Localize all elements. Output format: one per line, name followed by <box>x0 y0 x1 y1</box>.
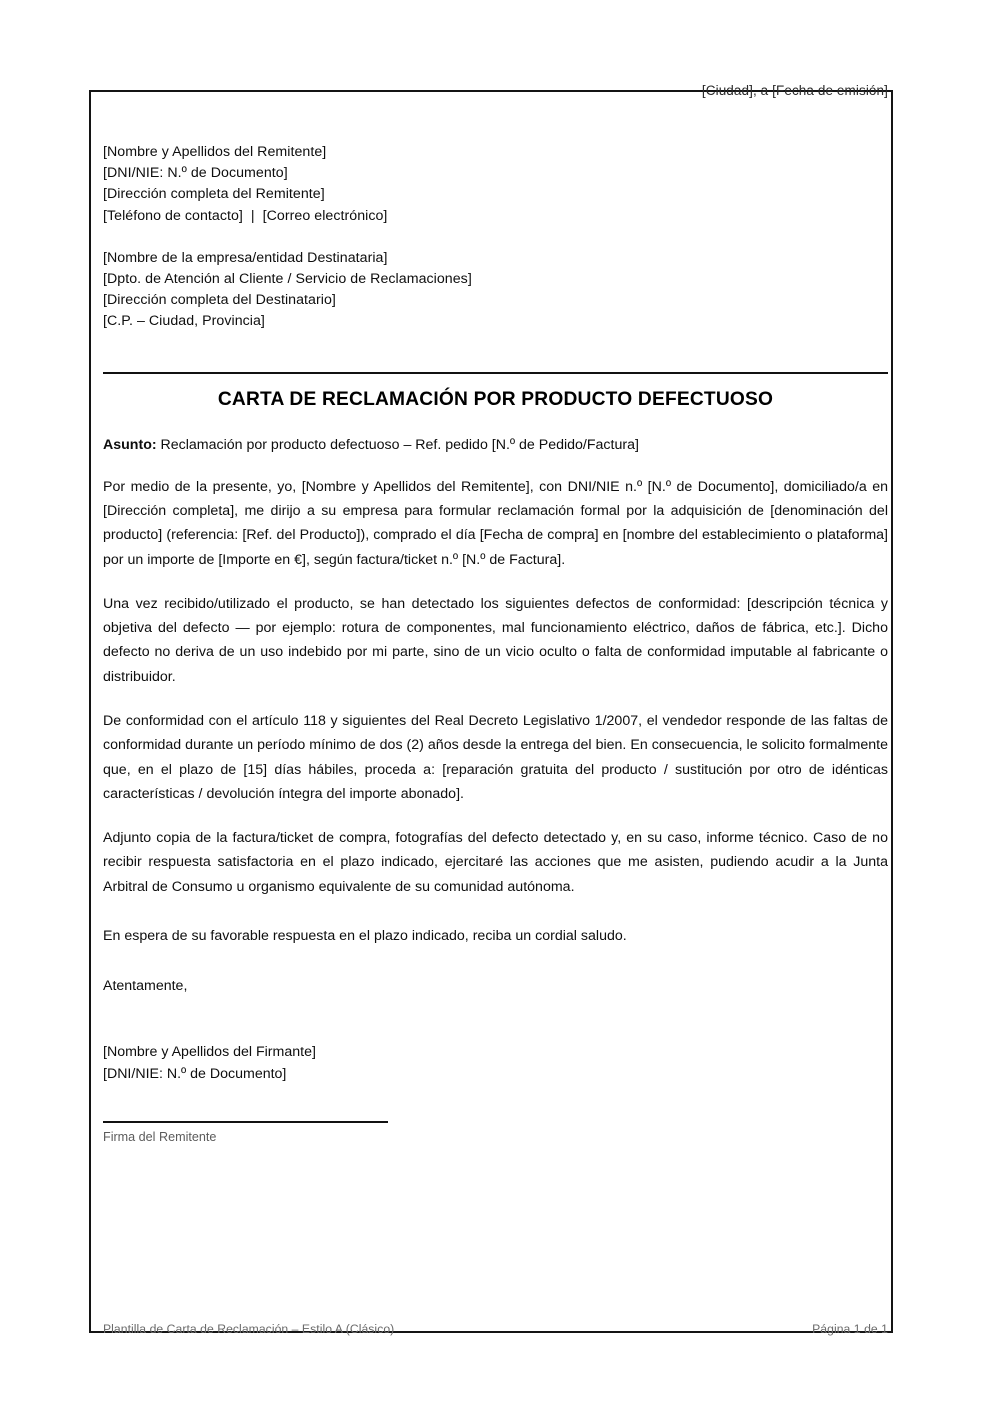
title-divider-rule <box>103 372 888 374</box>
date-line: [Ciudad], a [Fecha de emisión] <box>701 83 888 98</box>
signer-name: [Nombre y Apellidos del Firmante] <box>103 1044 316 1061</box>
sender-contact: [Teléfono de contacto] | [Correo electrónico] <box>103 207 388 224</box>
recipient-department: [Dpto. de Atención al Cliente / Servicio de Reclamaciones] <box>103 271 472 288</box>
body-paragraph-1: Por medio de la presente, yo, [Nombre y Apellidos del Remitente], con DNI/NIE n.º [N.º de Documento], domiciliado/a en [Dirección completa], me dirijo a su empresa para formular reclamación formal por la adquisición de [denominación del producto] (referencia: [Ref. del Producto]), comprado el día [Fecha de compra] en [nombre del establecimiento o plataforma] por un importe de [Importe en €], según factura/ticket n.º [N.º de Factura]. <box>103 478 888 568</box>
salutation: Atentamente, <box>103 978 188 995</box>
signer-id: [DNI/NIE: N.º de Documento] <box>103 1065 287 1082</box>
footer-template-label: Plantilla de Carta de Reclamación – Estilo A (Clásico) <box>103 1322 395 1336</box>
body-paragraph-5: En espera de su favorable respuesta en el plazo indicado, reciba un cordial saludo. <box>103 928 627 945</box>
subject-label: Asunto: <box>103 436 157 453</box>
recipient-city: [C.P. – Ciudad, Provincia] <box>103 313 265 330</box>
signer-block <box>103 1042 888 1084</box>
signature-caption: Firma del Remitente <box>103 1129 217 1144</box>
sender-address: [Dirección completa del Remitente] <box>103 186 325 203</box>
signature-line <box>103 1121 388 1123</box>
subject-text: Reclamación por producto defectuoso – Ref. pedido [N.º de Pedido/Factura] <box>156 436 639 453</box>
body-paragraph-2: Una vez recibido/utilizado el producto, se han detectado los siguientes defectos de conformidad: [descripción técnica y objetiva del defecto — por ejemplo: rotura de componentes, mal funcionamiento eléctrico, daños de fábrica, etc.]. Dicho defecto no deriva de un uso indebido por mi parte, sino de un vicio oculto o falta de conformidad imputable al fabricante o distribuidor. <box>103 595 888 685</box>
body-paragraph-4: Adjunto copia de la factura/ticket de compra, fotografías del defecto detectado y, en su caso, informe técnico. Caso de no recibir respuesta satisfactoria en el plazo indicado, ejercitaré las acciones que me asisten, pudiendo acudir a la Junta Arbitral de Consumo u organismo equivalente de su comunidad autónoma. <box>103 830 888 895</box>
footer-page-number: Página 1 de 1 <box>812 1322 888 1336</box>
recipient-address: [Dirección completa del Destinatario] <box>103 292 336 309</box>
sender-name: [Nombre y Apellidos del Remitente] <box>103 144 327 160</box>
subject-line <box>103 435 888 455</box>
recipient-company: [Nombre de la empresa/entidad Destinataria] <box>103 249 388 266</box>
body-paragraph-3: De conformidad con el artículo 118 y siguientes del Real Decreto Legislativo 1/2007, el vendedor responde de las faltas de conformidad durante un período mínimo de dos (2) años desde la entrega del bien. En consecuencia, le solicito formalmente que, en el plazo de [15] días hábiles, proceda a: [reparación gratuita del producto / sustitución por otro de idénticas características / devolución íntegra del importe abonado]. <box>103 713 888 802</box>
sender-address-block <box>103 142 888 227</box>
page-title: CARTA DE RECLAMACIÓN POR PRODUCTO DEFECTUOSO <box>217 388 774 410</box>
page-footer <box>103 1322 888 1336</box>
document-content <box>103 83 888 1145</box>
recipient-address-block <box>103 248 888 333</box>
sender-id: [DNI/NIE: N.º de Documento] <box>103 165 288 182</box>
